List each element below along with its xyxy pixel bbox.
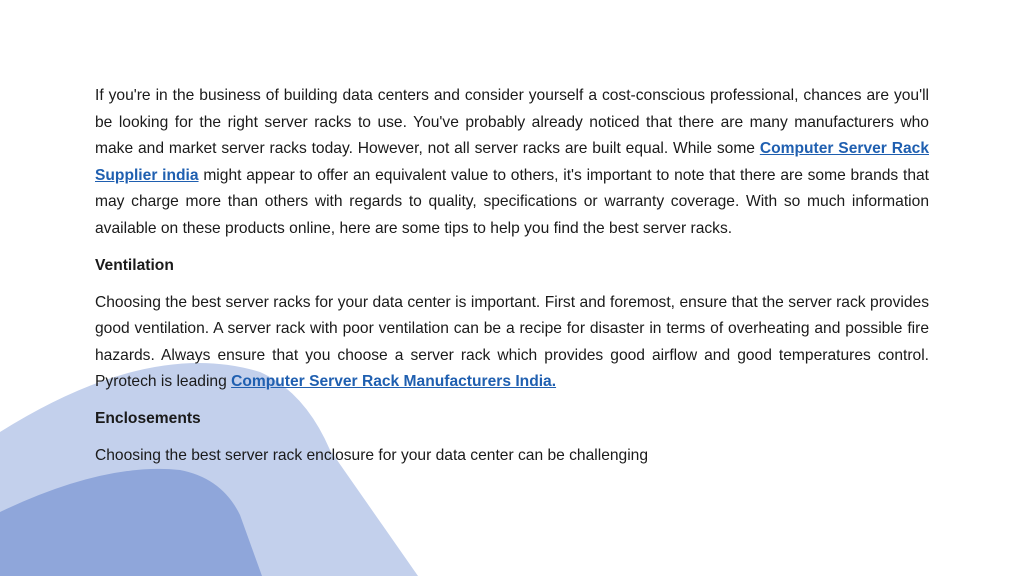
article-body [95, 83, 929, 470]
ventilation-paragraph [95, 290, 929, 396]
intro-text-end: might appear to offer an equivalent value to others, it's important to note that there are some brands that may charge more than others with regards to quality, specifications or warranty coverage. With so much information available on these products online, here are some tips to help you find the best server racks. [95, 166, 929, 237]
intro-text-start: If you're in the business of building data centers and consider yourself a cost-conscious professional, chances are you'll be looking for the right server racks to use. You've probably already noticed that there are many manufacturers who make and market server racks today. However, not all server racks are built equal. While some [95, 87, 929, 157]
enclosements-paragraph: Choosing the best server rack enclosure for your data center can be challenging [95, 447, 649, 464]
computer-server-rack-supplier-link[interactable]: Computer Server Rack Supplier india [95, 140, 929, 184]
enclosements-heading: Enclosements [95, 410, 201, 427]
ventilation-text: Choosing the best server racks for your data center is important. First and foremost, ensure that the server rack provides good ventilation. A server rack with poor ventilation can be a recipe for disaster in terms of overheating and possible fire hazards. Always ensure that you choose a server rack which provides good airflow and good temperatures control. Pyrotech is leading [95, 293, 929, 390]
ventilation-heading: Ventilation [95, 256, 174, 274]
computer-server-rack-manufacturers-link[interactable]: Computer Server Rack Manufacturers India. [231, 373, 557, 390]
intro-paragraph [95, 83, 929, 242]
